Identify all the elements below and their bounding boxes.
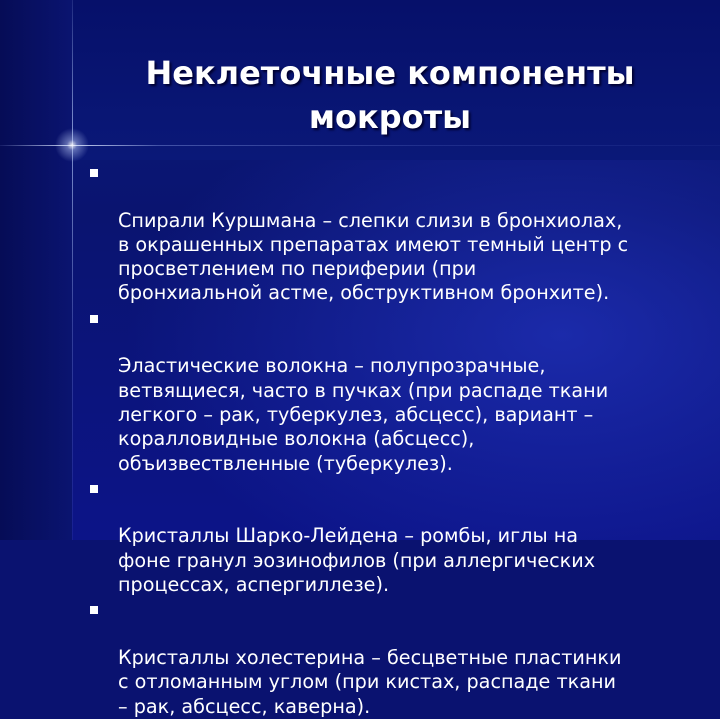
slide-title-line-1: Неклеточные компоненты — [145, 54, 635, 93]
square-bullet-icon — [90, 169, 98, 177]
bullet-text: Кристаллы Шарко-Лейдена – ромбы, иглы на фоне гранул эозинофилов (при аллергических процессах, аспергиллезе). — [118, 524, 596, 597]
left-band — [0, 0, 72, 540]
bullet-item-cholesterol-crystals — [88, 597, 688, 718]
sparkle-icon — [52, 125, 92, 165]
square-bullet-icon — [90, 485, 98, 493]
bullet-item-charcot-leyden-crystals — [88, 476, 688, 597]
vertical-decor-line — [72, 0, 73, 540]
bullet-text: Эластические волокна – полупрозрачные, ветвящиеся, часто в пучках (при распаде ткани легкого – рак, туберкулез, абсцесс), вариант – коралловидные волокна (абсцесс), объизвествленные (туберкулез). — [118, 354, 609, 475]
horizontal-decor-line — [0, 145, 720, 146]
slide-title — [100, 51, 680, 139]
square-bullet-icon — [90, 315, 98, 323]
bullet-list — [88, 160, 688, 719]
slide-title-line-2: мокроты — [308, 98, 472, 137]
bullet-text: Кристаллы холестерина – бесцветные пластинки с отломанным углом (при кистах, распаде ткани – рак, абсцесс, каверна). — [118, 645, 622, 718]
square-bullet-icon — [90, 606, 98, 614]
bullet-item-kurschmann-spirals — [88, 160, 688, 306]
bullet-text: Спирали Куршмана – слепки слизи в бронхиолах, в окрашенных препаратах имеют темный центр с просветлением по периферии (при бронхиальной астме, обструктивном бронхите). — [118, 208, 629, 305]
bullet-item-elastic-fibers — [88, 306, 688, 476]
